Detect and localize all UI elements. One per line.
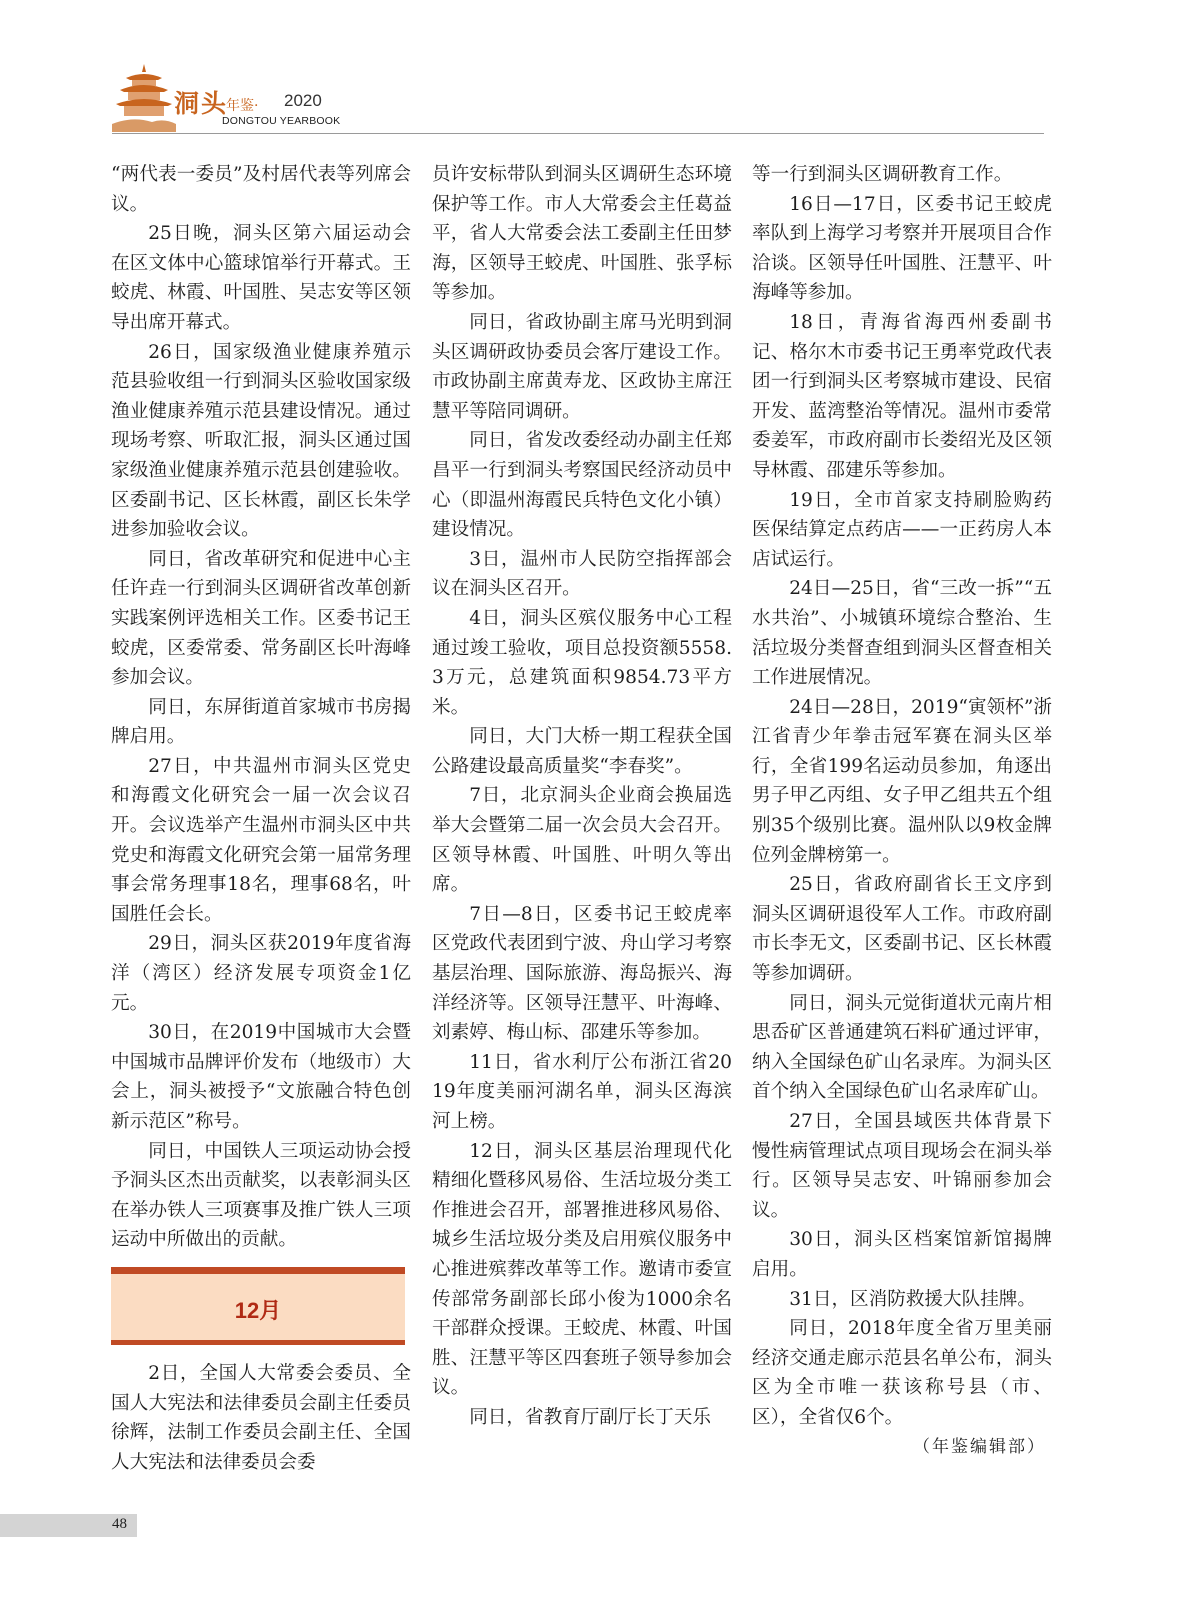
paragraph: 同日，大门大桥一期工程获全国公路建设最高质量奖“李春奖”。 bbox=[432, 726, 732, 777]
paragraph: 11日，省水利厅公布浙江省2019年度美丽河湖名单，洞头区海滨河上榜。 bbox=[432, 1051, 732, 1132]
paragraph: 12日，洞头区基层治理现代化精细化暨移风易俗、生活垃圾分类工作推进会召开，部署推进移风易俗、城乡生活垃圾分类及启用殡仪服务中心推进殡葬改革等工作。邀请市委宣传部常务副部长邱小俊为1000余名干部群众授课。王蛟虎、林霞、叶国胜、汪慧平等区四套班子领导参加会议。 bbox=[432, 1140, 732, 1399]
paragraph: 25日，省政府副省长王文序到洞头区调研退役军人工作。市政府副市长李无文，区委副书记、区长林霞等参加调研。 bbox=[752, 874, 1052, 985]
paragraph: 同日，省政协副主席马光明到洞头区调研政协委员会客厅建设工作。市政协副主席黄寿龙、区政协主席汪慧平等陪同调研。 bbox=[432, 311, 732, 422]
paragraph: 24日—28日，2019“寅领杯”浙江省青少年拳击冠军赛在洞头区举行，全省199名运动员参加，角逐出男子甲乙丙组、女子甲乙组共五个组别35个级别比赛。温州队以9枚金牌位列金牌榜第一。 bbox=[752, 696, 1052, 866]
paragraph: 2日，全国人大常委会委员、全国人大宪法和法律委员会副主任委员徐辉，法制工作委员会副主任、全国人大宪法和法律委员会委 bbox=[111, 1362, 411, 1473]
paragraph: 25日晚，洞头区第六届运动会在区文体中心篮球馆举行开幕式。王蛟虎、林霞、叶国胜、吴志安等区领导出席开幕式。 bbox=[111, 223, 411, 333]
paragraph: 同日，省教育厅副厅长丁天乐 bbox=[469, 1406, 711, 1428]
text-column-3 bbox=[752, 160, 1052, 1462]
paragraph: 同日，省发改委经动办副主任郑昌平一行到洞头考察国民经济动员中心（即温州海霞民兵特色文化小镇）建设情况。 bbox=[432, 430, 732, 541]
editor-signature: （年鉴编辑部） bbox=[913, 1436, 1046, 1457]
month-heading-box bbox=[111, 1267, 405, 1345]
paragraph: 4日，洞头区殡仪服务中心工程通过竣工验收，项目总投资额5558.3万元，总建筑面积9854.73平方米。 bbox=[432, 607, 732, 718]
paragraph: 18日，青海省海西州委副书记、格尔木市委书记王勇率党政代表团一行到洞头区考察城市建设、民宿开发、蓝湾整治等情况。温州市委常委姜军，市政府副市长娄绍光及区领导林霞、邵建乐等参加。 bbox=[752, 311, 1052, 481]
paragraph: 27日，全国县域医共体背景下慢性病管理试点项目现场会在洞头举行。区领导吴志安、叶锦丽参加会议。 bbox=[752, 1111, 1052, 1221]
paragraph: 等一行到洞头区调研教育工作。 bbox=[752, 164, 1013, 185]
pagoda-icon bbox=[112, 62, 176, 134]
paragraph: 同日，省改革研究和促进中心主任许垚一行到洞头区调研省改革创新实践案例评选相关工作。区委书记王蛟虎，区委常委、常务副区长叶海峰参加会议。 bbox=[111, 548, 411, 689]
paragraph: 同日，洞头元觉街道状元南片相思岙矿区普通建筑石料矿通过评审，纳入全国绿色矿山名录库。为洞头区首个纳入全国绿色矿山名录库矿山。 bbox=[752, 992, 1052, 1103]
paragraph: 16日—17日，区委书记王蛟虎率队到上海学习考察并开展项目合作洽谈。区领导任叶国胜、汪慧平、叶海峰等参加。 bbox=[752, 193, 1052, 304]
paragraph: 同日，中国铁人三项运动协会授予洞头区杰出贡献奖，以表彰洞头区在举办铁人三项赛事及推广铁人三项运动中所做出的贡献。 bbox=[111, 1140, 411, 1251]
paragraph: 同日，2018年度全省万里美丽经济交通走廊示范县名单公布，洞头区为全市唯一获该称号县（市、区），全省仅6个。 bbox=[752, 1318, 1052, 1428]
paragraph: 27日，中共温州市洞头区党史和海霞文化研究会一届一次会议召开。会议选举产生温州市洞头区中共党史和海霞文化研究会第一届常务理事会常务理事18名，理事68名，叶国胜任会长。 bbox=[111, 755, 411, 925]
yearbook-english-title: DONGTOU YEARBOOK bbox=[222, 115, 341, 127]
text-column-2 bbox=[432, 160, 732, 1433]
paragraph: 19日，全市首家支持刷脸购药医保结算定点药店——一正药房人本店试运行。 bbox=[752, 489, 1052, 570]
month-heading: 12月 bbox=[234, 1297, 282, 1323]
yearbook-year-label: 年鉴· bbox=[226, 98, 259, 114]
paragraph: 30日，在2019中国城市大会暨中国城市品牌评价发布（地级市）大会上，洞头被授予“文旅融合特色创新示范区”称号。 bbox=[111, 1022, 411, 1132]
paragraph: 30日，洞头区档案馆新馆揭牌启用。 bbox=[752, 1229, 1052, 1280]
paragraph: 7日—8日，区委书记王蛟虎率区党政代表团到宁波、舟山学习考察基层治理、国际旅游、海岛振兴、海洋经济等。区领导汪慧平、叶海峰、刘素婷、梅山标、邵建乐等参加。 bbox=[432, 903, 732, 1044]
page-number: 48 bbox=[112, 1516, 127, 1532]
yearbook-header bbox=[112, 62, 452, 136]
yearbook-year: 2020 bbox=[284, 91, 322, 110]
paragraph: 同日，东屏街道首家城市书房揭牌启用。 bbox=[111, 696, 411, 748]
paragraph: “两代表一委员”及村居代表等列席会议。 bbox=[111, 164, 411, 215]
paragraph: 7日，北京洞头企业商会换届选举大会暨第二届一次会员大会召开。区领导林霞、叶国胜、叶明久等出席。 bbox=[432, 785, 732, 896]
paragraph: 31日，区消防救援大队挂牌。 bbox=[789, 1288, 1036, 1310]
paragraph: 26日，国家级渔业健康养殖示范县验收组一行到洞头区验收国家级渔业健康养殖示范县建设情况。通过现场考察、听取汇报，洞头区通过国家级渔业健康养殖示范县创建验收。区委副书记、区长林霞，副区长朱学进参加验收会议。 bbox=[111, 341, 411, 541]
paragraph: 29日，洞头区获2019年度省海洋（湾区）经济发展专项资金1亿元。 bbox=[111, 933, 411, 1014]
text-column-1 bbox=[111, 160, 411, 1477]
paragraph: 24日—25日，省“三改一拆”“五水共治”、小城镇环境综合整治、生活垃圾分类督查组到洞头区督查相关工作进展情况。 bbox=[752, 578, 1052, 689]
paragraph: 3日，温州市人民防空指挥部会议在洞头区召开。 bbox=[432, 548, 732, 600]
header-divider bbox=[112, 133, 1044, 134]
paragraph: 员许安标带队到洞头区调研生态环境保护等工作。市人大常委会主任葛益平，省人大常委会法工委副主任田梦海，区领导王蛟虎、叶国胜、张孚标等参加。 bbox=[432, 164, 732, 304]
yearbook-title: 洞头 bbox=[174, 89, 229, 118]
